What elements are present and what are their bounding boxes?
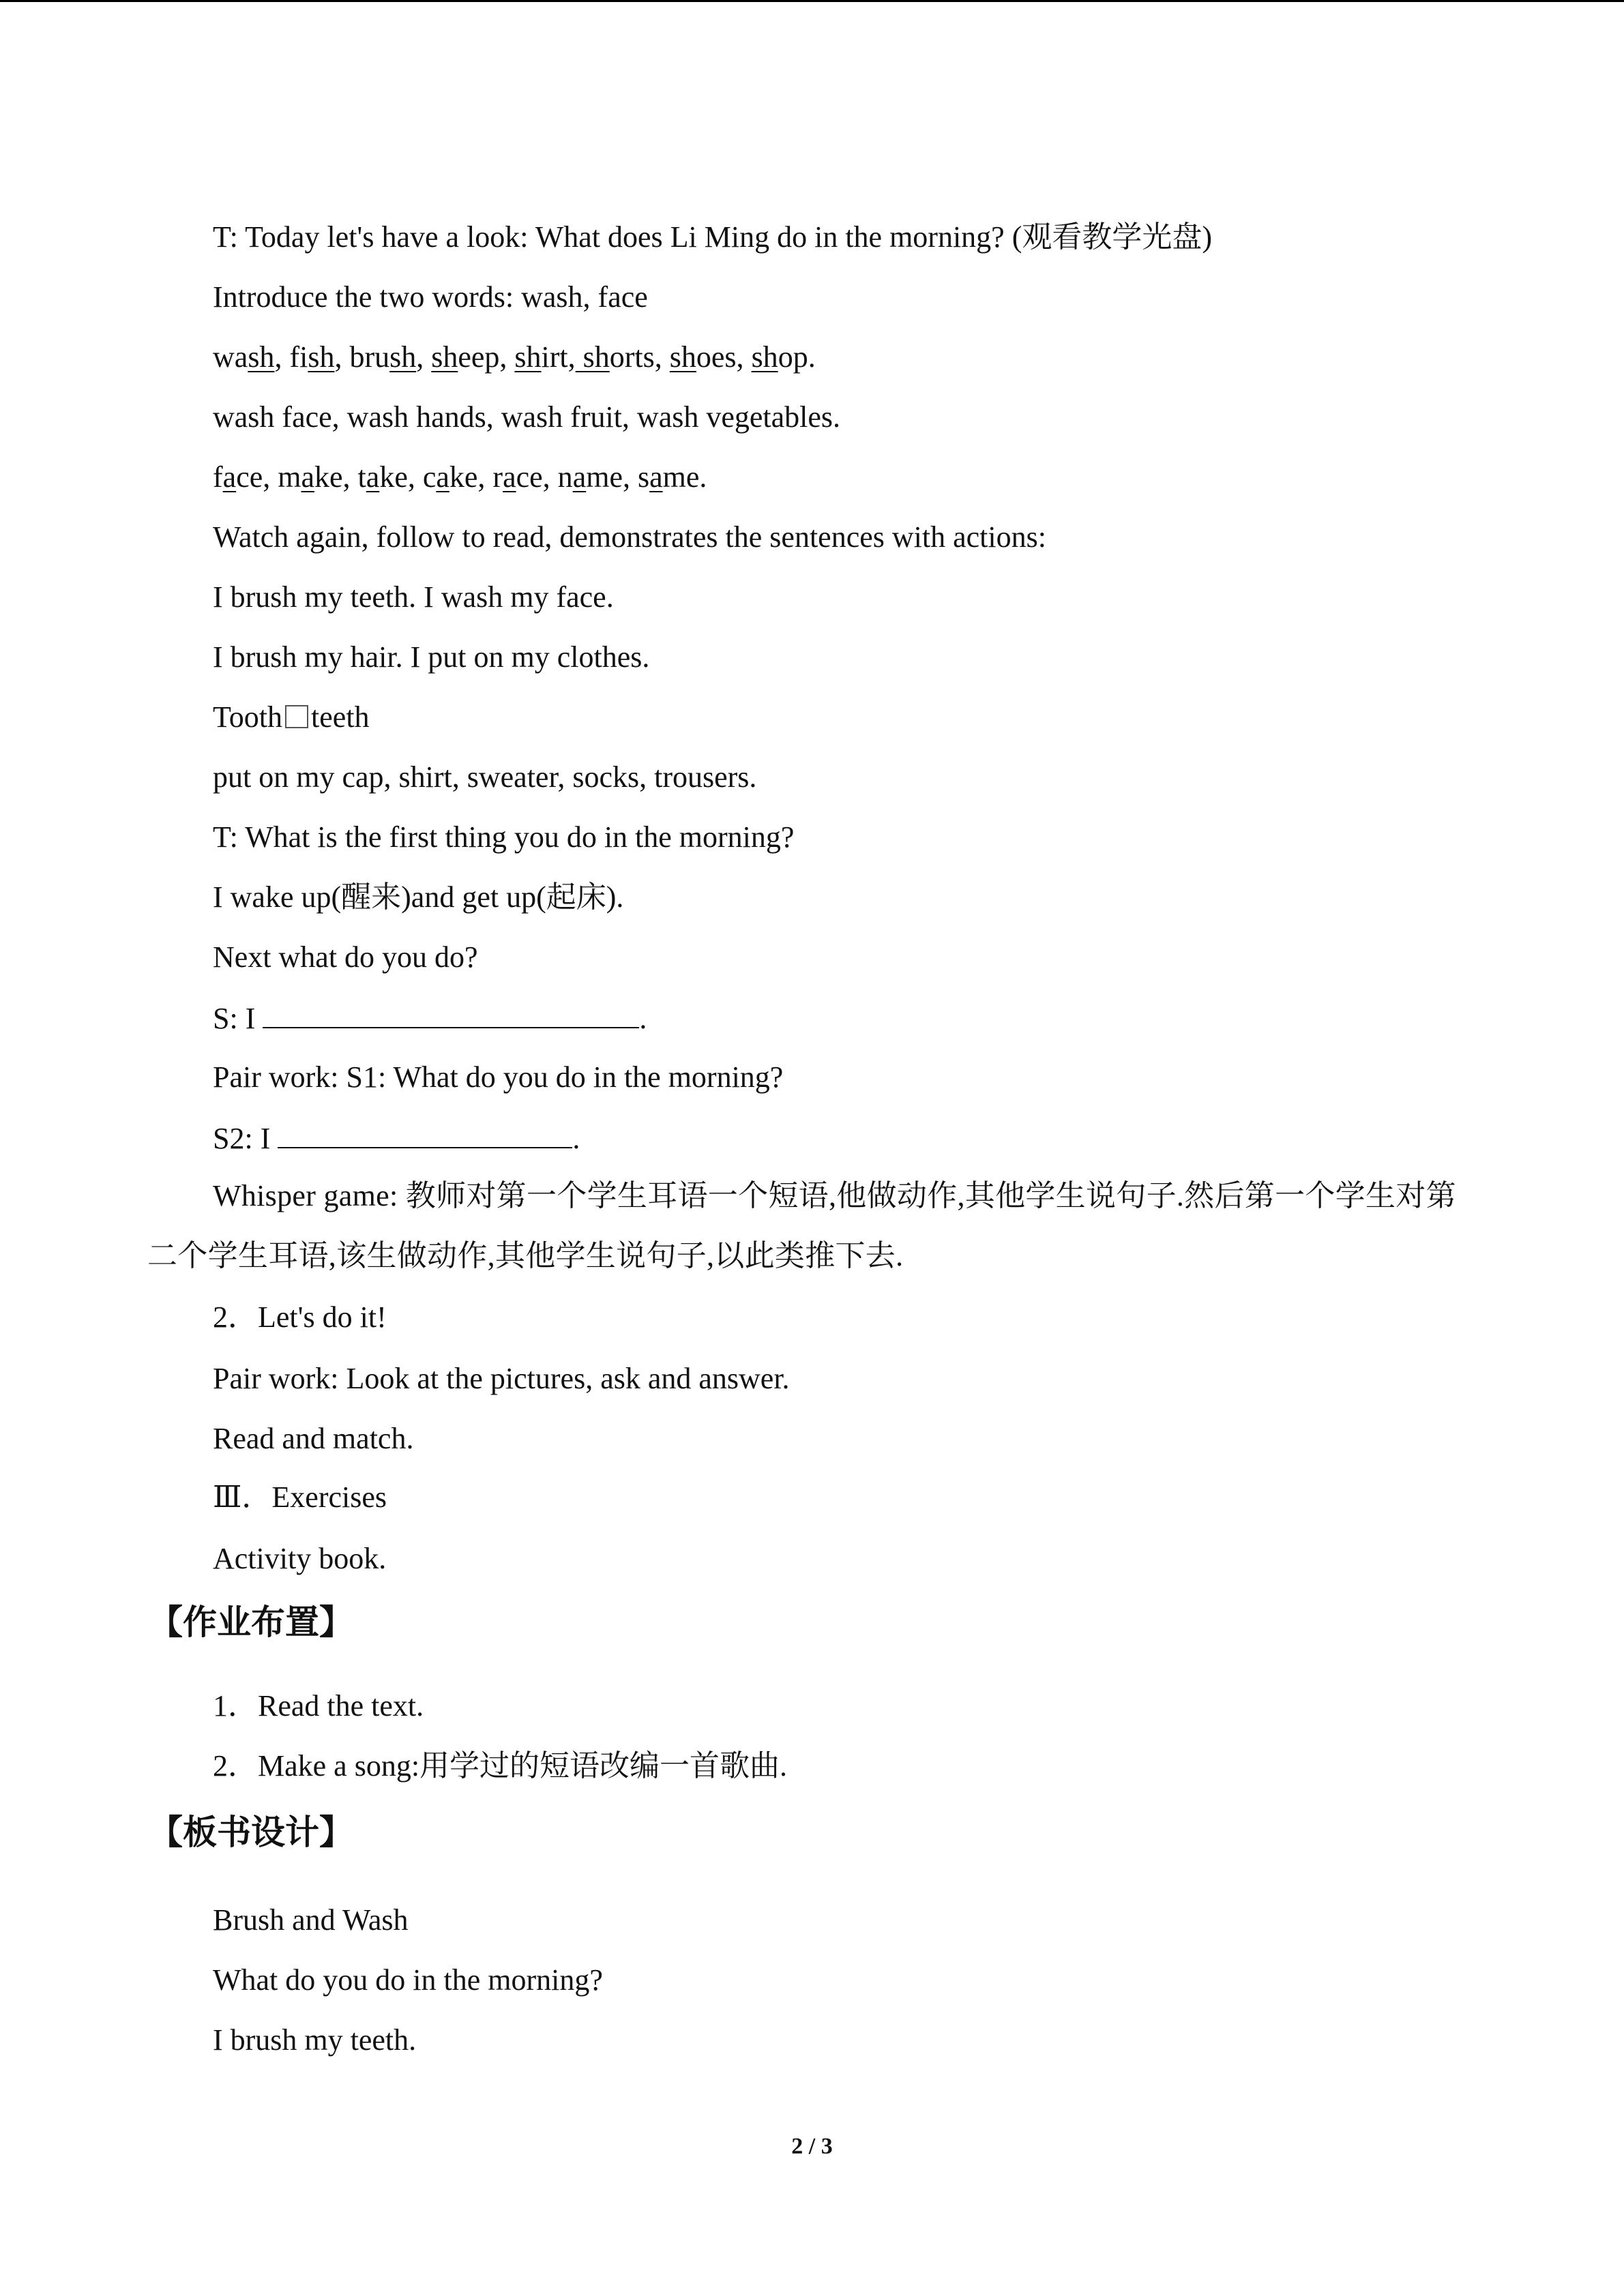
text-line-sentence-1: I brush my teeth. I wash my face.: [213, 580, 614, 614]
text-paragraph-whisper-game: Whisper game: 教师对第一个学生耳语一个短语,他做动作,其他学生说句子.然后第一个学生对第二个学生耳语,该生做动作,其他学生说句子,以此类推下去.: [147, 1179, 1456, 1272]
board-item-2: What do you do in the morning?: [213, 1963, 603, 1997]
section-heading-homework: 【作业布置】: [149, 1602, 353, 1642]
text-line-intro: T: Today let's have a look: What does Li Ming do in the morning? (观看教学光盘): [213, 220, 1213, 254]
section-heading-board-design: 【板书设计】: [149, 1813, 353, 1852]
text-line-s-blank: S: I .: [213, 997, 647, 1039]
text-line-introduce-words: Introduce the two words: wash, face: [213, 280, 648, 314]
page-number: 2 / 3: [791, 2134, 833, 2159]
text-line-activity-book: Activity book.: [213, 1542, 387, 1575]
text-line-exercises: Ⅲ．Exercises: [213, 1480, 387, 1514]
text-line-first-thing: T: What is the first thing you do in the morning?: [213, 820, 795, 854]
arrow-placeholder-icon: [285, 705, 308, 728]
board-item-1: Brush and Wash: [213, 1903, 409, 1937]
board-item-3: I brush my teeth.: [213, 2023, 417, 2057]
fill-in-blank: [263, 997, 639, 1028]
fill-in-blank: [278, 1117, 572, 1148]
text-line-watch-again: Watch again, follow to read, demonstrates the sentences with actions:: [213, 520, 1046, 554]
text-line-pair-work-s1: Pair work: S1: What do you do in the morning?: [213, 1060, 784, 1094]
text-line-wake-up: I wake up(醒来)and get up(起床).: [213, 880, 624, 914]
text-line-s2-blank: S2: I .: [213, 1117, 580, 1159]
text-line-sentence-2: I brush my hair. I put on my clothes.: [213, 640, 650, 674]
text-line-sh-words: wash, fish, brush, sheep, shirt, shorts, shoes, shop.: [213, 340, 816, 374]
homework-item-1: 1．Read the text.: [213, 1689, 424, 1723]
text-line-put-on: put on my cap, shirt, sweater, socks, trousers.: [213, 760, 757, 794]
text-line-lets-do-it: 2．Let's do it!: [213, 1300, 387, 1334]
text-line-pair-work-pictures: Pair work: Look at the pictures, ask and answer.: [213, 1362, 790, 1395]
text-line-wash-phrases: wash face, wash hands, wash fruit, wash vegetables.: [213, 400, 841, 434]
text-line-read-match: Read and match.: [213, 1422, 414, 1455]
text-line-next: Next what do you do?: [213, 940, 478, 974]
homework-item-2: 2．Make a song:用学过的短语改编一首歌曲.: [213, 1749, 788, 1783]
text-line-tooth-teeth: Tooth teeth: [213, 700, 370, 734]
text-line-a-words: face, make, take, cake, race, name, same.: [213, 460, 707, 494]
